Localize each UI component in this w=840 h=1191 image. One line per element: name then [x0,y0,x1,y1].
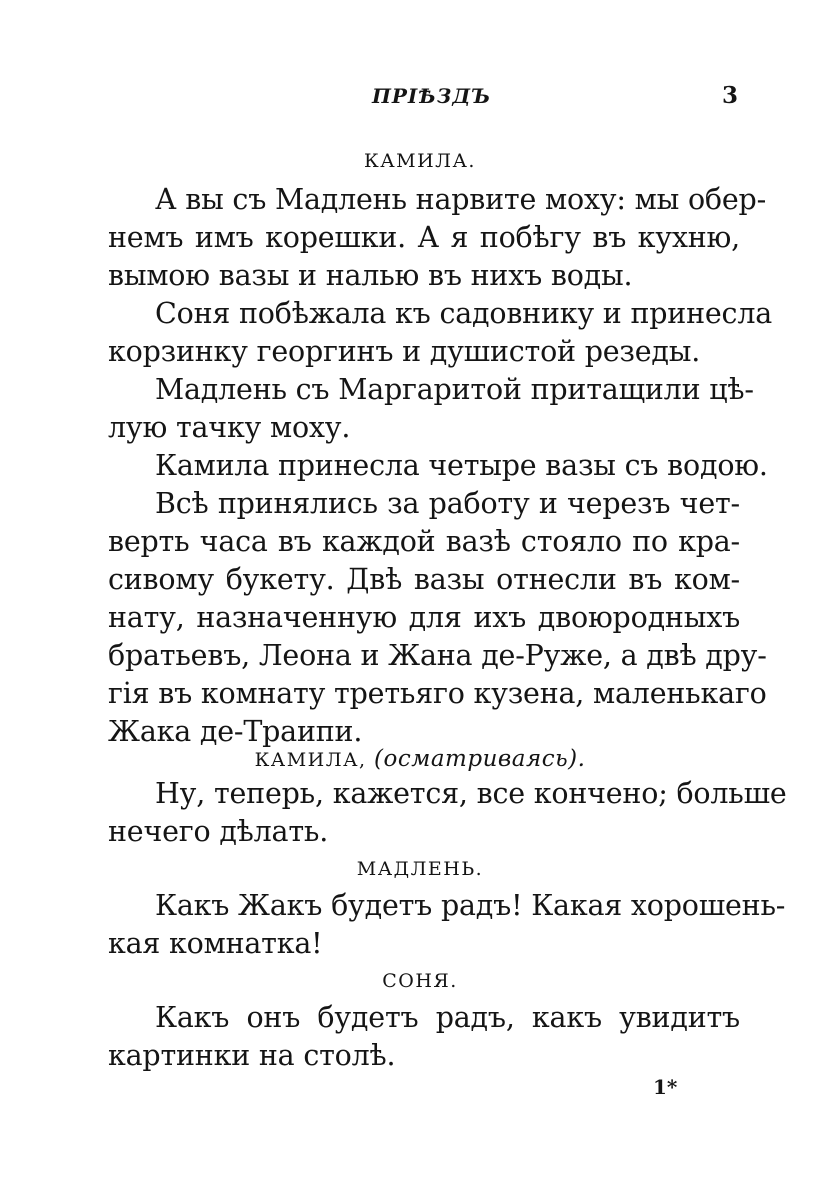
text-line: нечего дѣлать. [108,815,329,848]
speaker-name: КАМИЛА, [254,749,367,771]
text-line: Мадлень съ Маргаритой притащили цѣ- [155,373,754,406]
text-line: кая комнатка! [108,927,323,960]
text-line: Всѣ принялись за работу и черезъ чет- [155,487,740,520]
text-line: сивому букету. Двѣ вазы отнесли въ ком- [108,563,740,596]
page-header [0,84,840,120]
text-line: Соня побѣжала къ садовнику и принесла [155,297,773,330]
text-line: Жака де-Траипи. [108,715,363,748]
text-line: Какъ онъ будетъ радъ, какъ увидитъ [155,1001,740,1034]
page-number: 3 [722,82,739,109]
text-line: Какъ Жакъ будетъ радъ! Какая хорошень- [155,889,786,922]
text-line: корзинку георгинъ и душистой резеды. [108,335,701,368]
text-line: верть часа въ каждой вазѣ стояло по кра- [108,525,740,558]
text-line: гія въ комнату третьяго кузена, маленькаго [108,677,767,710]
text-line: картинки на столѣ. [108,1039,396,1072]
text-line: Камила принесла четыре вазы съ водою. [155,449,768,482]
signature-mark: 1* [653,1075,678,1099]
text-line: лую тачку моху. [108,411,351,444]
speaker-heading: СОНЯ. [382,970,458,992]
text-line: вымою вазы и налью въ нихъ воды. [108,259,633,292]
text-line: Ну, теперь, кажется, все кончено; больше [155,777,787,810]
stage-direction: (осматриваясь). [374,746,586,772]
speaker-heading: МАДЛЕНЬ. [356,858,484,880]
text-line: А вы съ Мадлень нарвите моху: мы обер- [155,183,767,216]
speaker-heading: КАМИЛА. [364,150,476,172]
running-title: ПРІѢЗДЪ [372,84,492,108]
text-line: нату, назначенную для ихъ двоюродныхъ [108,601,740,634]
text-line: немъ имъ корешки. А я побѣгу въ кухню, [108,221,740,254]
speaker-heading [0,746,840,772]
text-line: братьевъ, Леона и Жана де-Руже, а двѣ дру- [108,639,767,672]
